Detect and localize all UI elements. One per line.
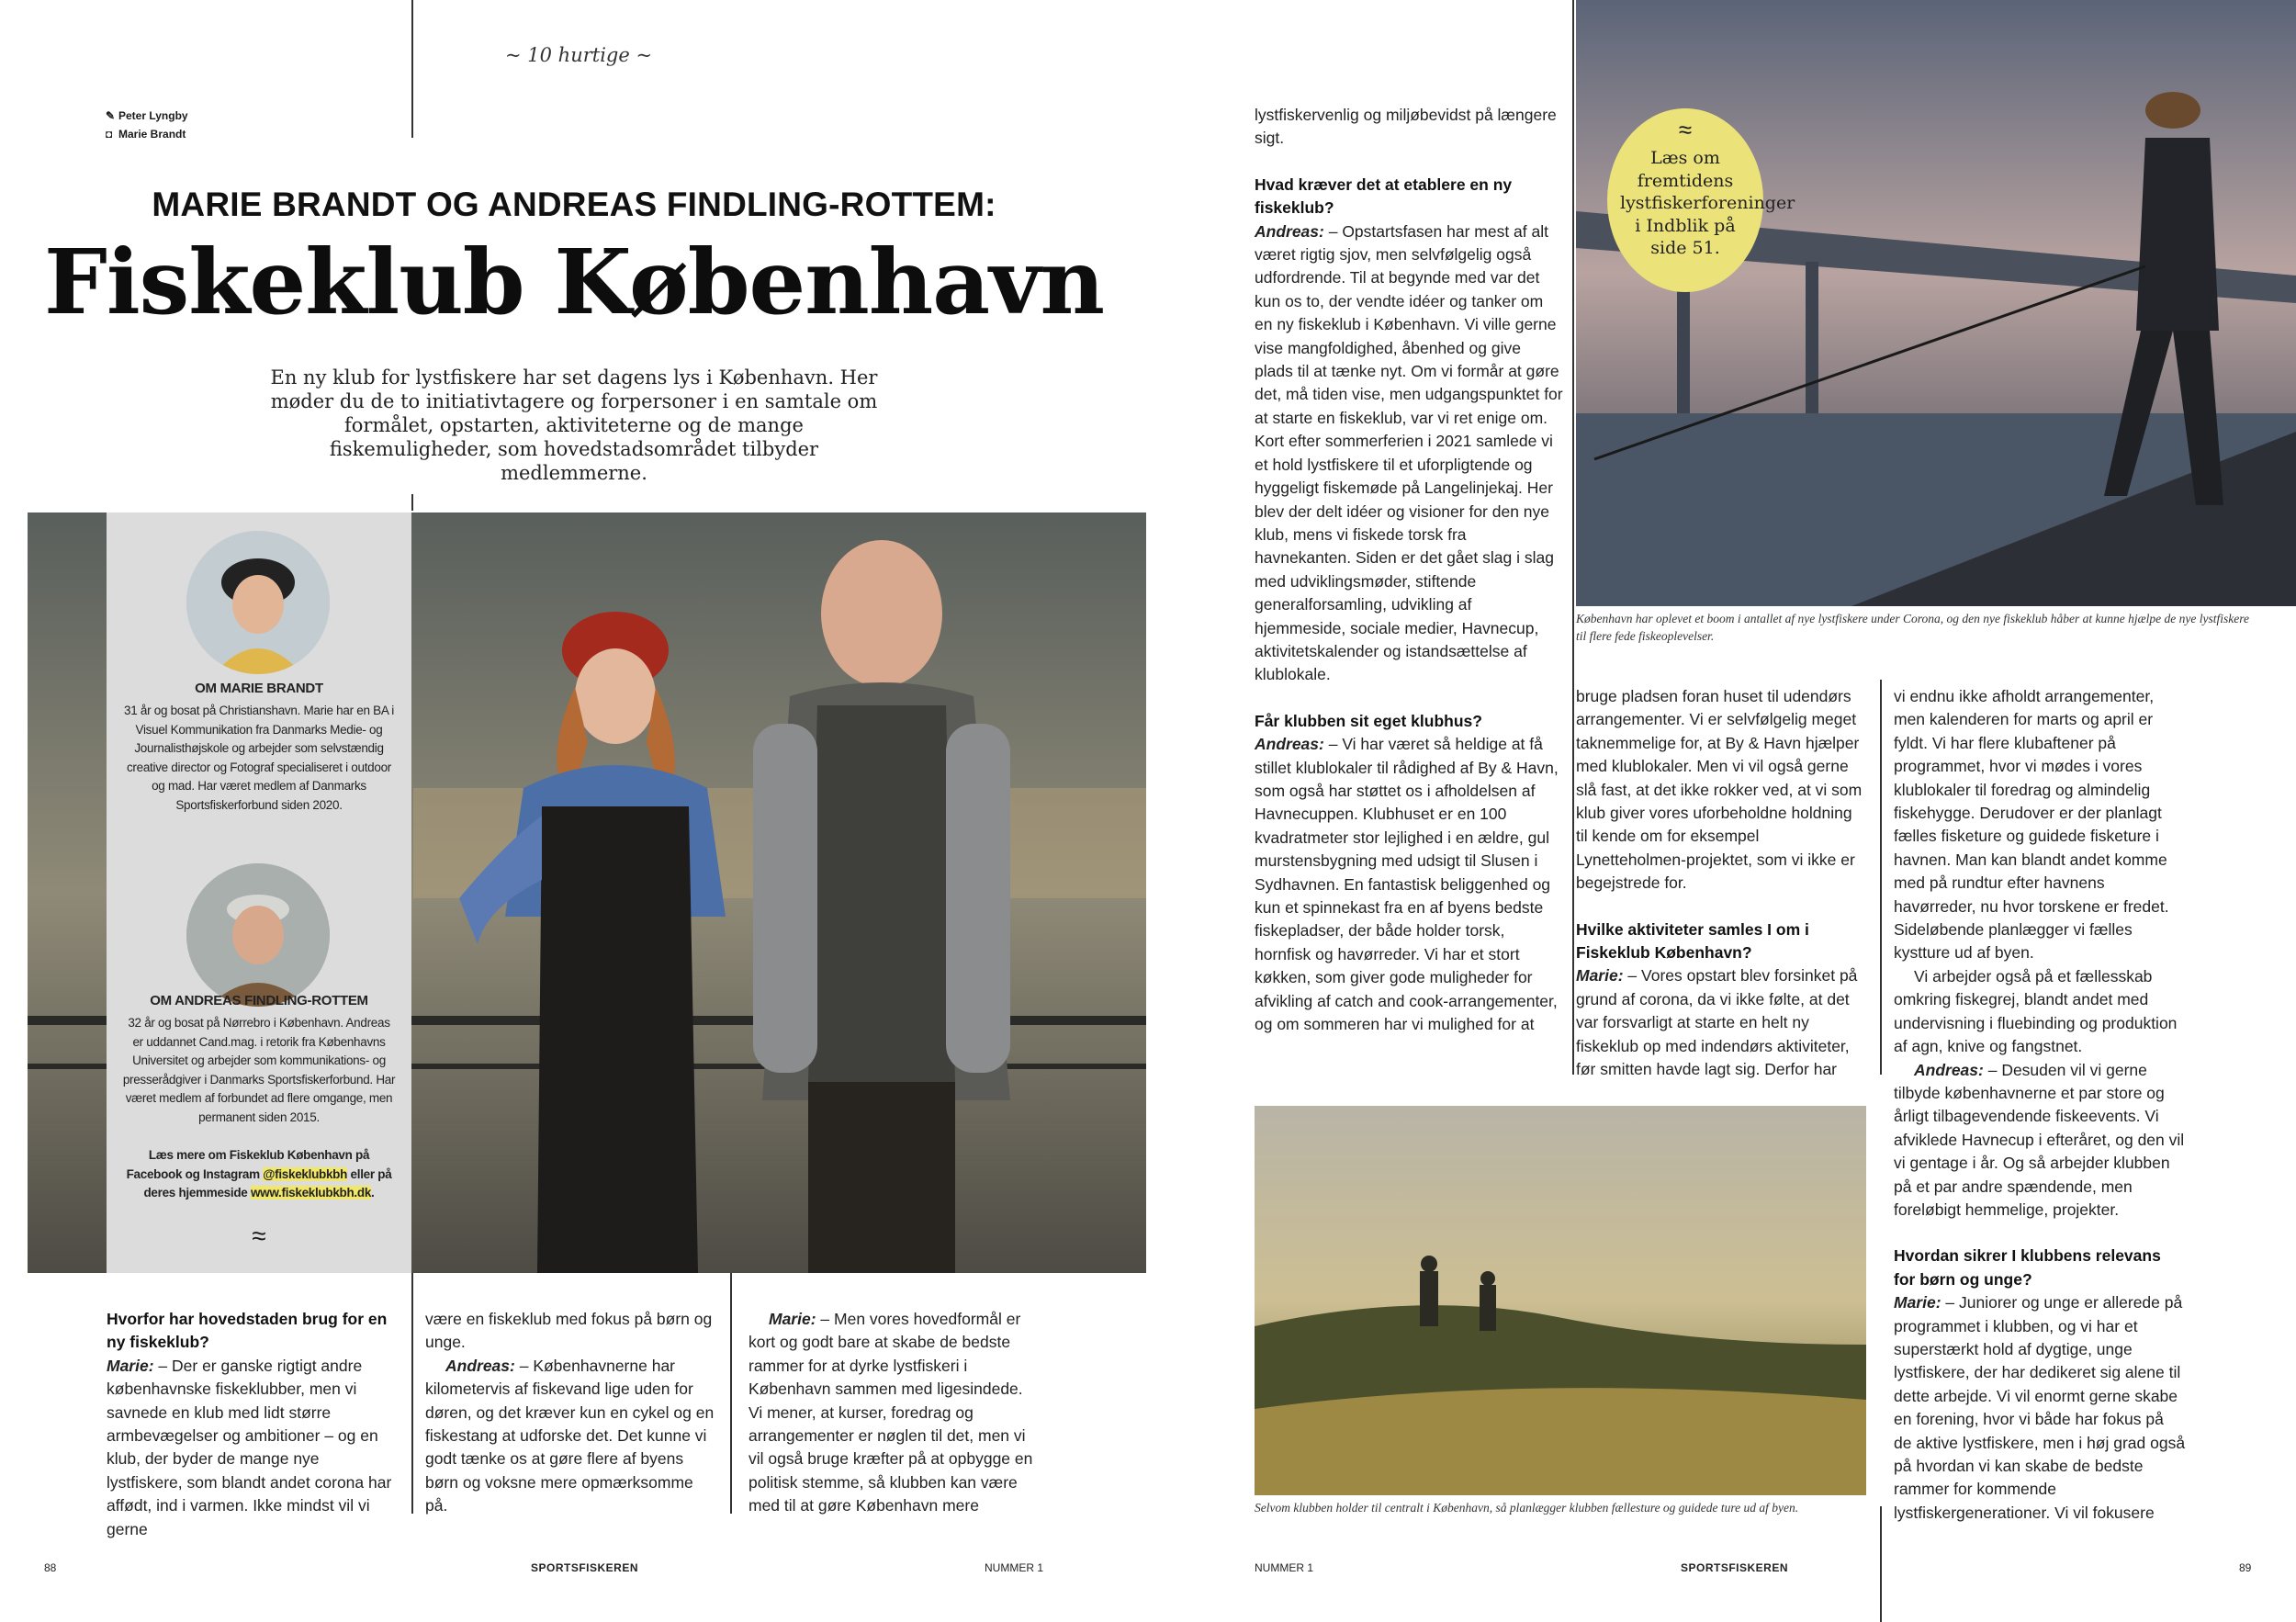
answer-text: lystfiskervenlig og miljøbevidst på længere sigt. — [1255, 106, 1557, 148]
answer-text: – Opstartsfasen har mest af alt været rigtig sjov, men selvfølgelig også udfordrende. Til at begynde med var det kun os to, der vendte idéer og tanker om en ny fiskeklub i København. Vi ville gerne vise mangfoldighed, åbenhed og give plads til at tænke nyt. Om vi formår at gøre det, må tiden vise, men udgangspunktet for at starte en fiskeklub, var vi ret enige om. Kort efter sommerferien i 2021 samlede vi et hold lystfiskere til et uforpligtende og hyggeligt fiskemøde på Langelinjekaj. Her blev der delt idéer og visioner for den nye klub, mens vi fiskede torsk fra havnekanten. Siden er det gået slag i slag med udviklingsmøder, stiftende generalforsamling, udvikling af hjemmeside, sociale medier, Havnecup, aktivitetskalender og istandsættelse af klublokale. — [1255, 221, 1563, 684]
question-1: Hvorfor har hovedstaden brug for en ny fiskeklub? — [107, 1310, 388, 1352]
divider-right-a — [1572, 0, 1574, 1075]
answer-text: – Københavnerne har kilometervis af fiskevand lige uden for døren, og det kræver kun en cykel og en fiskestang at udforske det. Det kunne vi godt tænke os at gøre flere af byens børn og voksne mere opmærksomme på. — [425, 1356, 715, 1515]
andreas-heading: OM ANDREAS FINDLING-ROTTEM — [150, 993, 368, 1008]
divider-top — [411, 0, 413, 138]
speaker: Andreas: — [1255, 221, 1324, 241]
answer-text: Vi arbejder også på et fællesskab omkring fiskegrej, blandt andet med undervisning i fluebinding og produktion af agn, knive og fangstnet. — [1894, 966, 2178, 1056]
angler-photo-art — [1576, 0, 2296, 606]
more-info — [121, 1146, 397, 1203]
marie-portrait — [186, 531, 330, 674]
answer-text: vi endnu ikke afholdt arrangementer, men kalenderen for marts og april er fyldt. Vi har flere klubaftener på programmet, hvor vi mødes i vores klublokaler til foredrag og almindelig fiskehygge. Derudover er der planlagt fælles fisketure og guidede fisketure i havnen. Man kan blandt andet komme med på rundtur efter havnens havørreder, nu hvor torskene er fredet. Sideløbende planlægger vi fælles kystture ud af byen. — [1894, 687, 2169, 963]
answer-text: – Men vores hovedformål er kort og godt bare at skabe de bedste rammer for at dyrke lystfiskeri i København sammen med ligesindede. Vi mener, at kurser, foredrag og arrangementer er nøglen til det, men vi vil også bruge kræfter på at opbygge en politisk stemme, så klubben kan være med til at gøre København mere — [748, 1310, 1033, 1515]
caption-bottom-photo: Selvom klubben holder til centralt i København, så planlægger klubben fællesture og guidede ture ud af byen. — [1255, 1501, 1799, 1515]
left-column-3 — [748, 1308, 1041, 1518]
magazine-name-right: SPORTSFISKEREN — [1681, 1561, 1789, 1574]
more-info-pre: Læs mere om Fiskeklub København på Facebook og Instagram — [126, 1148, 370, 1181]
left-column-2 — [425, 1308, 717, 1518]
answer-text: – Vores opstart blev forsinket på grund af corona, da vi ikke følte, at det var forsvarligt at starte en helt ny fiskeklub op med indendørs aktiviteter, før smitten havde lagt sig. Derfor har — [1576, 966, 1858, 1079]
divider-col1 — [411, 1273, 413, 1514]
magazine-name-left: SPORTSFISKEREN — [531, 1561, 639, 1574]
bubble-text: Læs om fremtidens lystfiskerforeninger i Indblik på side 51. — [1620, 148, 1795, 258]
more-info-end: . — [371, 1186, 375, 1200]
headline: Fiskeklub København — [43, 230, 1105, 334]
writer-name: Peter Lyngby — [118, 109, 188, 122]
bio-sidebar — [107, 513, 411, 1273]
pen-icon: ✎ — [106, 109, 116, 122]
speaker: Marie: — [769, 1310, 816, 1328]
right-column-2 — [1576, 685, 1868, 1082]
question-2: Hvad kræver det at etablere en ny fiskeklub? — [1255, 175, 1513, 218]
marie-portrait-art — [186, 531, 330, 674]
question-4: Hvilke aktiviteter samles I om i Fiskeklub København? — [1576, 919, 1809, 963]
andreas-portrait — [186, 863, 330, 1007]
speaker: Marie: — [1894, 1293, 1941, 1312]
question-5: Hvordan sikrer I klubbens relevans for børn og unge? — [1894, 1246, 2161, 1289]
answer-text: bruge pladsen foran huset til udendørs arrangementer. Vi er selvfølgelig meget taknemmelige for, at By & Havn hjælper med klublokaler. Men vi vil også gerne slå fast, at det ikke rokker ved, at vi som klub giver vores uforbeholdne holdning til kende om for eksempel Lynetteholmen-projektet, som vi ikke er begejstrede for. — [1576, 687, 1863, 893]
answer-text: – Der er ganske rigtigt andre københavnske fiskeklubber, men vi savnede en klub med lidt større armbevægelser og ambitioner – og en klub, der byder de mange nye lystfiskere, som blandt andet corona har affødt, ind i varmen. Ikke mindst vil vi gerne — [107, 1356, 392, 1538]
camera-icon: ◘ — [106, 128, 113, 141]
photographer-name: Marie Brandt — [118, 128, 186, 141]
info-bubble — [1607, 108, 1795, 292]
divider-right-b — [1880, 680, 1882, 1075]
wave-icon: ≈ — [1678, 116, 1693, 143]
speaker: Andreas: — [1914, 1060, 1984, 1079]
website-link[interactable]: www.fiskeklubkbh.dk — [250, 1186, 372, 1200]
right-page — [1148, 0, 2296, 1622]
left-column-1 — [107, 1308, 399, 1541]
divider-right-c — [1880, 1506, 1882, 1622]
caption-top-photo: København har oplevet et boom i antallet af nye lystfiskere under Corona, og den nye fiskeklub håber at kunne hjælpe de nye lystfiskere til flere fede fiskeoplevelser. — [1576, 612, 2249, 643]
speaker: Andreas: — [445, 1356, 515, 1375]
coast-photo-art — [1255, 1106, 1866, 1495]
issue-label-right: NUMMER 1 — [1255, 1561, 1314, 1574]
speaker: Marie: — [107, 1356, 154, 1375]
question-3: Får klubben sit eget klubhus? — [1255, 711, 1482, 730]
marie-heading: OM MARIE BRANDT — [195, 681, 323, 696]
divider-col2 — [730, 1273, 732, 1514]
answer-text: – Vi har været så heldige at få stillet klublokaler til rådighed af By & Havn, som også har støttet os i afholdelsen af Havnecuppen. Klubhuset er en 100 kvadratmeter stor lejlighed i en ældre, gul murstensbygning med udsigt til Slusen i Sydhavnen. En fantastisk beliggenhed og kun et spinnekast fra en af byens bedste fiskepladser, der både holder torsk, hornfisk og havørreder. Vi har et stort køkken, som giver gode muligheder for afvikling af catch and cook-arrangementer, og om sommeren har vi mulighed for at — [1255, 735, 1559, 1034]
speaker: Marie: — [1576, 966, 1624, 986]
marie-bio: 31 år og bosat på Christianshavn. Marie har en BA i Visuel Kommunikation fra Danmarks Medie- og Journalisthøjskole og arbejder som selvstændig creative director og Fotograf specialiseret i outdoor og mad. Har været medlem af Danmarks Sportsfiskerforbund siden 2020. — [124, 704, 394, 812]
andreas-bio: 32 år og bosat på Nørrebro i København. Andreas er uddannet Cand.mag. i retorik fra Københavns Universitet og arbejder som kommunikations- og presserådgiver i Danmarks Sportsfiskerforbund. Har været medlem af forbundet ad flere omgange, men permanent siden 2015. — [122, 1016, 396, 1124]
instagram-link[interactable]: @fiskeklubkbh — [263, 1166, 348, 1181]
divider-photo — [411, 494, 413, 511]
angler-photo — [1576, 0, 2296, 606]
issue-label-left: NUMMER 1 — [985, 1561, 1044, 1574]
wave-icon: ≈ — [252, 1222, 266, 1250]
kicker: MARIE BRANDT OG ANDREAS FINDLING-ROTTEM: — [152, 186, 996, 223]
page-number-left: 88 — [44, 1561, 57, 1574]
answer-text: – Juniorer og unge er allerede på programmet i klubben, og vi har et superstærkt hold af dygtige, unge lystfiskere, der har dedikeret sig alene til dette arbejde. Vi vil enormt gerne skabe en forening, hvor vi både har fokus på de aktive lystfiskere, men i høj grad også på hvordan vi kan skabe de bedste rammer for kommende lystfiskergenerationer. Vi vil fokusere — [1894, 1293, 2186, 1522]
right-column-3 — [1894, 685, 2186, 1525]
answer-text: – Desuden vil vi gerne tilbyde københavnerne et par store og årligt tilbagevendende fiskeevents. Vi afviklede Havnecup i efteråret, og den vil vi gentage i år. Og så arbejder klubben på et par andre spændende, men foreløbigt hemmelige, projekter. — [1894, 1060, 2185, 1219]
page-number-right: 89 — [2239, 1561, 2252, 1574]
series-label: ~ 10 hurtige ~ — [505, 44, 653, 66]
right-column-1 — [1255, 104, 1563, 1036]
intro: En ny klub for lystfiskere har set dagens lys i København. Her møder du de to initiativtagere og forpersoner i en samtale om formålet, opstarten, aktiviteterne og de mange fiskemuligheder, som hovedstadsområdet tilbyder medlemmerne. — [270, 366, 878, 484]
andreas-portrait-art — [186, 863, 330, 1007]
credits — [106, 107, 188, 143]
answer-text: være en fiskeklub med fokus på børn og unge. — [425, 1310, 713, 1352]
more-info-mid: eller på deres hjemmeside — [143, 1166, 392, 1200]
coast-photo — [1255, 1106, 1866, 1495]
speaker: Andreas: — [1255, 735, 1324, 754]
